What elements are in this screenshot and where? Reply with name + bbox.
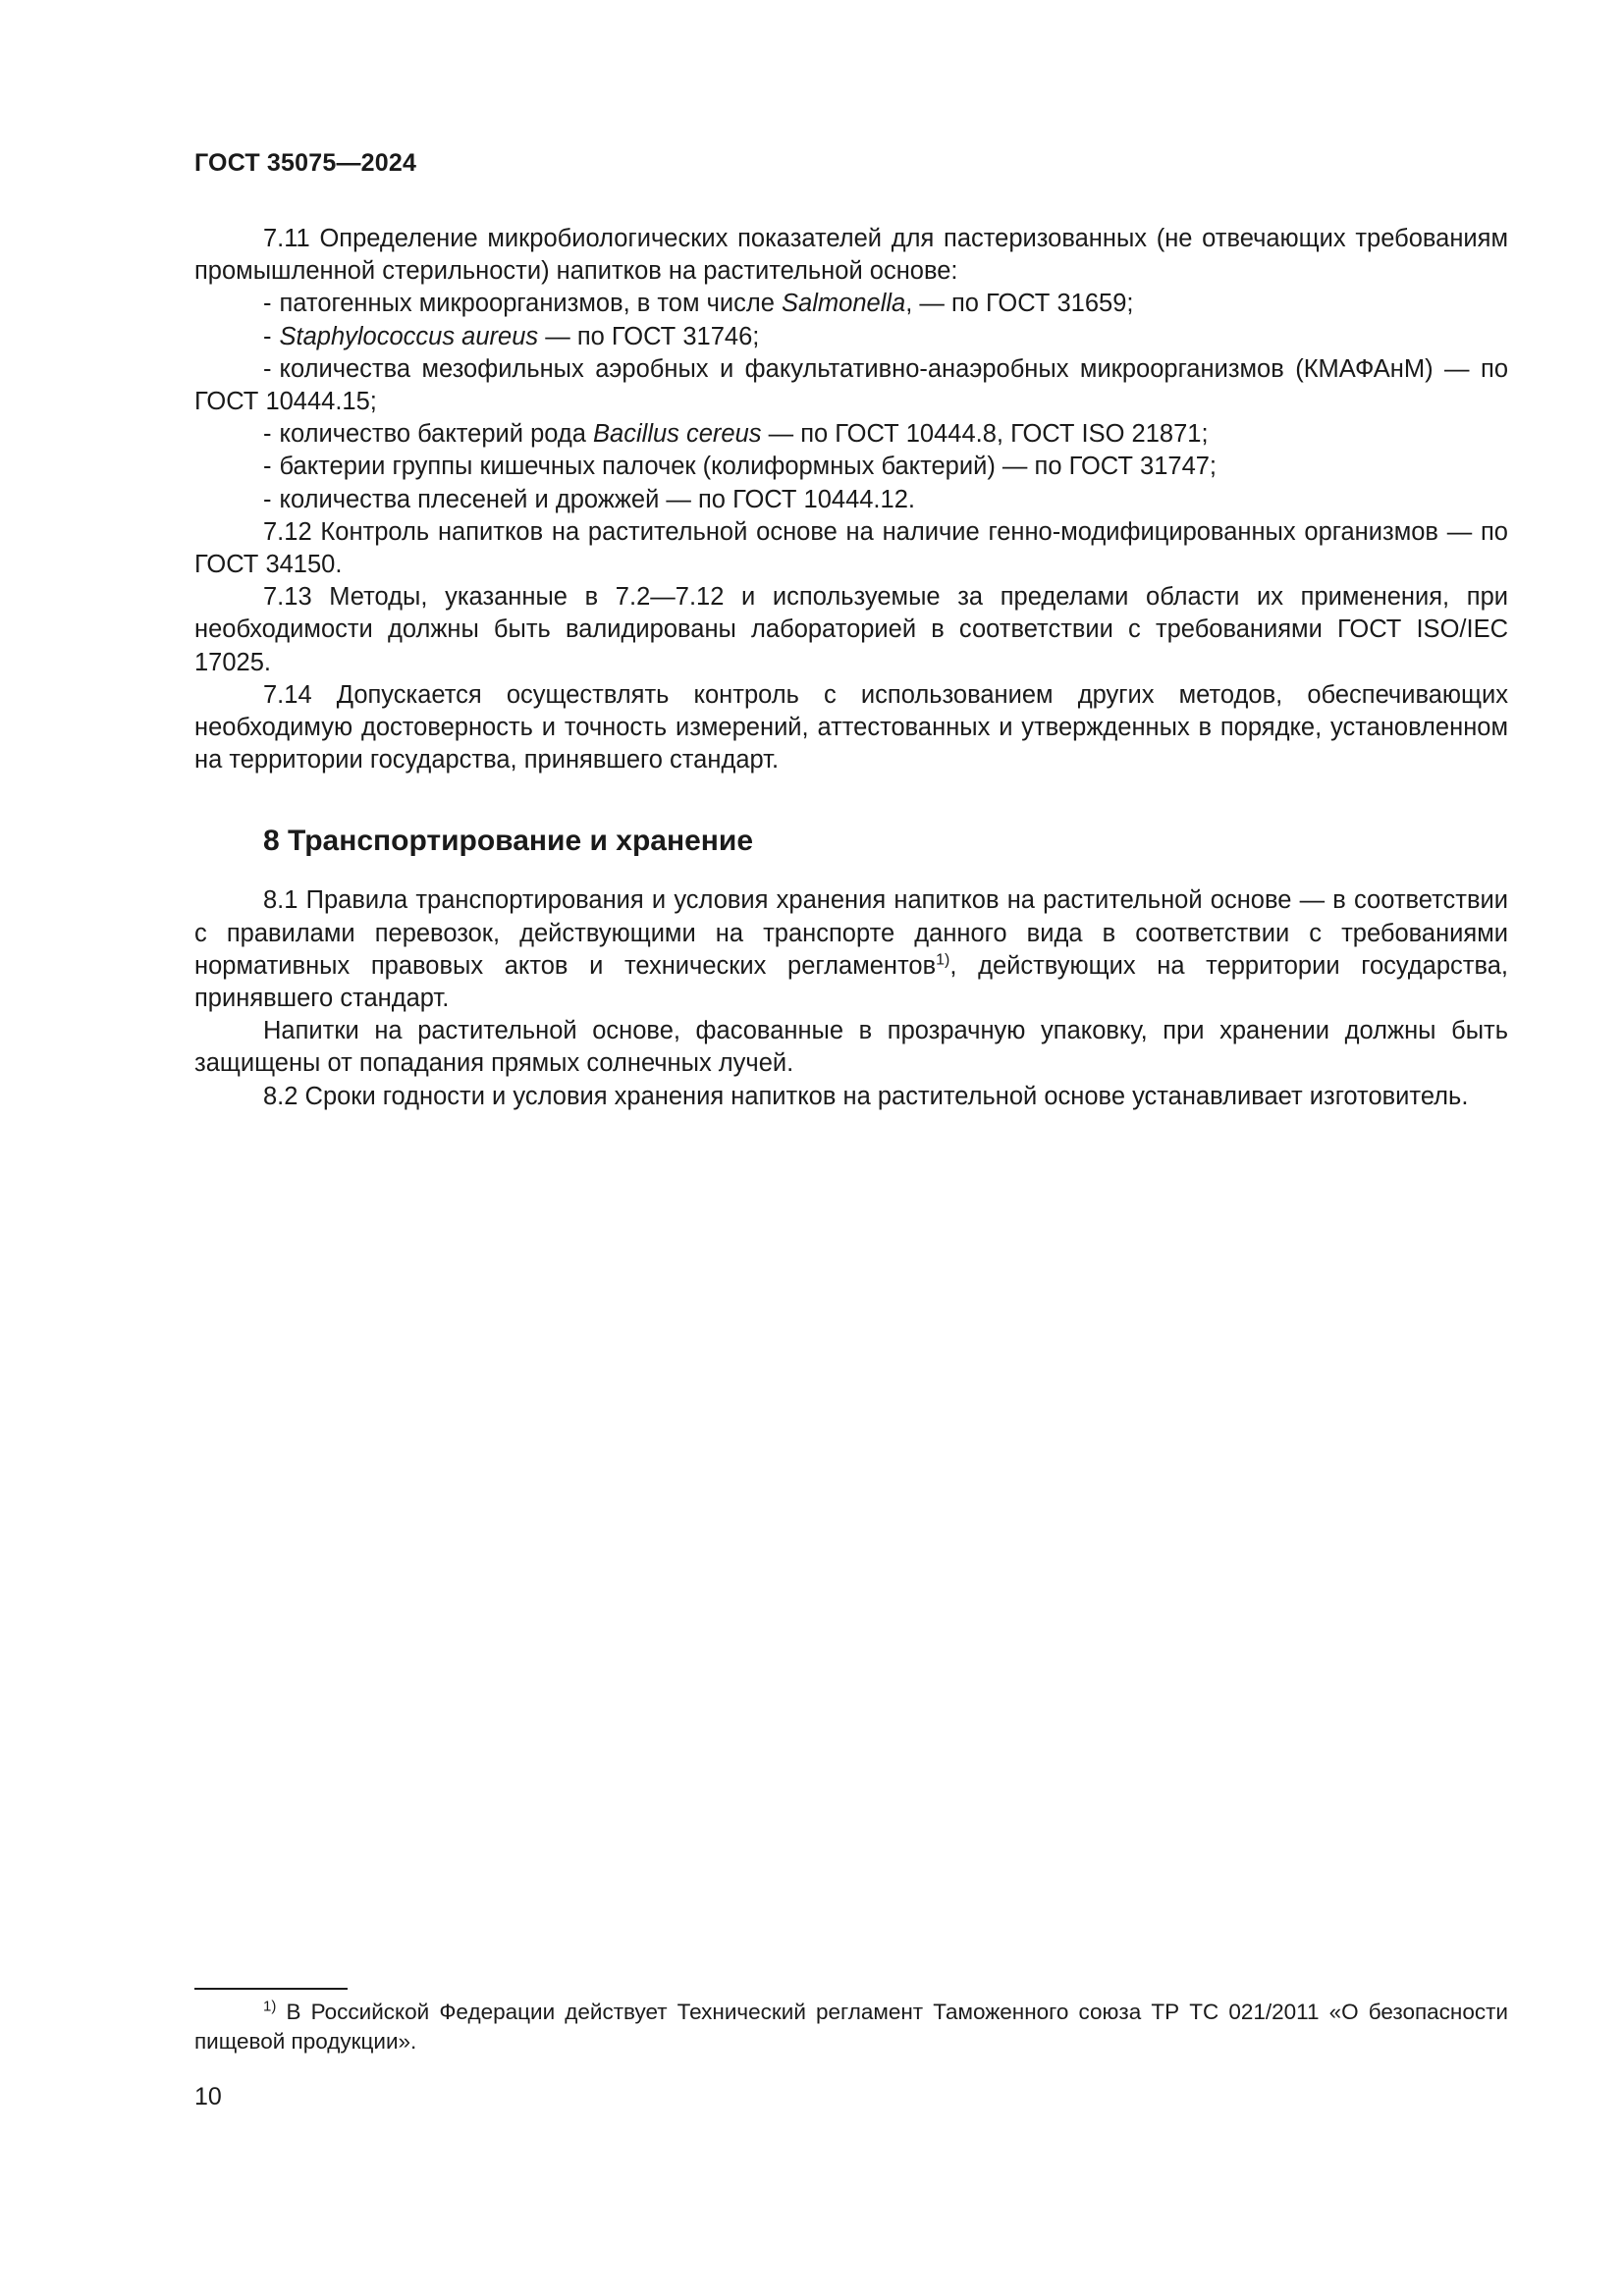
page-content	[194, 223, 1508, 1113]
list-item: - патогенных микроорганизмов, в том числе Salmonella, — по ГОСТ 31659;	[263, 290, 1134, 318]
list-dash: -	[263, 290, 272, 318]
list-dash: -	[263, 322, 272, 350]
footnote-text: В Российской Федерации действует Технический регламент Таможенного союза ТР ТС 021/2011 «О безопасности пищевой продукции».	[194, 2000, 1508, 2054]
list-dash: -	[263, 354, 272, 383]
paragraph-7-13: 7.13 Методы, указанные в 7.2—7.12 и используемые за пределами области их применения, при необходимости должны быть валидированы лабораторией в соответствии с требованиями ГОСТ ISO/IEC 17025.	[194, 583, 1508, 676]
list-item: - количества плесеней и дрожжей — по ГОСТ 10444.12.	[263, 485, 915, 513]
list-dash: -	[263, 420, 272, 449]
page-number: 10	[194, 2083, 222, 2110]
document-id: ГОСТ 35075—2024	[194, 149, 417, 177]
footnote-divider	[194, 1988, 348, 1990]
footnote-reference[interactable]: 1)	[936, 951, 950, 969]
paragraph-7-14: 7.14 Допускается осуществлять контроль с использованием других методов, обеспечивающих необходимую достоверность и точность измерений, аттестованных и утвержденных в порядке, установленном на территории государства, принявшего стандарт.	[194, 680, 1508, 774]
footnote-marker: 1)	[263, 1998, 277, 2015]
list-item: - бактерии группы кишечных палочек (колиформных бактерий) — по ГОСТ 31747;	[263, 453, 1218, 481]
list-dash: -	[263, 453, 272, 481]
paragraph-7-12: 7.12 Контроль напитков на растительной основе на наличие генно-модифицированных организмов — по ГОСТ 34150.	[194, 517, 1508, 579]
list-dash: -	[263, 485, 272, 513]
paragraph-8-1: 8.1 Правила транспортирования и условия хранения напитков на растительной основе — в соответствии с правилами перевозок, действующими на транспорте данного вида в соответствии с требованиями нормативных правовых актов и технических регламентов$^{1)}$, действующих на территории государства, принявшего стандарт.	[194, 886, 1508, 1013]
list-item: - Staphylococcus aureus — по ГОСТ 31746;	[263, 322, 760, 350]
paragraph-8-2: 8.2 Сроки годности и условия хранения напитков на растительной основе устанавливает изготовитель.	[263, 1082, 1469, 1110]
paragraph-8-1-storage: Напитки на растительной основе, фасованные в прозрачную упаковку, при хранении должны быть защищены от попадания прямых солнечных лучей.	[194, 1017, 1508, 1078]
paragraph-7-11: 7.11 Определение микробиологических показателей для пастеризованных (не отвечающих требованиям промышленной стерильности) напитков на растительной основе:	[194, 225, 1508, 286]
section-heading: 8 Транспортирование и хранение	[263, 825, 754, 858]
list-item: - количество бактерий рода Bacillus cereus — по ГОСТ 10444.8, ГОСТ ISO 21871;	[263, 420, 1209, 449]
footnote	[194, 1998, 1508, 2056]
list-item: - количества мезофильных аэробных и факультативно-анаэробных микроорганизмов (КМАФАнМ) — по ГОСТ 10444.15;	[194, 354, 1508, 416]
